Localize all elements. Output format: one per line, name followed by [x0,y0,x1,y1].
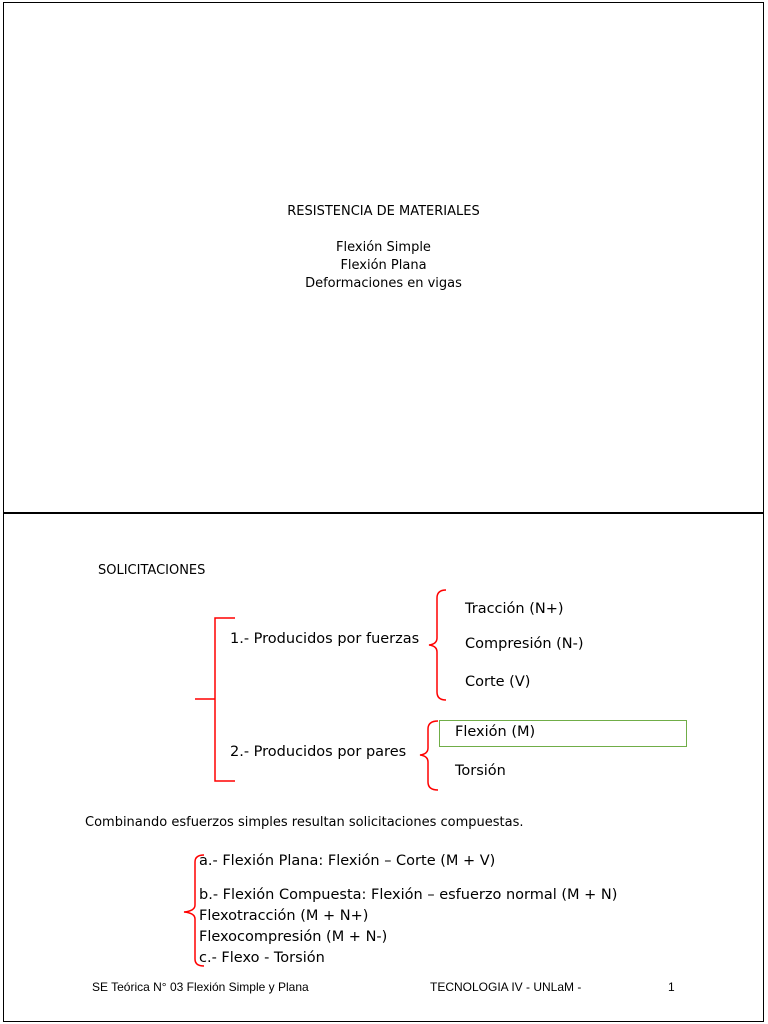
title-slide [3,2,764,513]
footer-left: SE Teórica N° 03 Flexión Simple y Plana [92,980,309,994]
subtitle-line: Flexión Plana [340,258,427,273]
combination-text: Combinando esfuerzos simples resultan solicitaciones compuestas. [85,815,524,830]
page-number: 1 [668,980,675,994]
solicitaciones-slide [3,513,764,1022]
compound-item: c.- Flexo - Torsión [199,950,325,966]
compound-item: a.- Flexión Plana: Flexión – Corte (M + V) [199,853,496,869]
item-flexion: Flexión (M) [455,724,536,740]
footer-center: TECNOLOGIA IV - UNLaM - [430,980,582,994]
forces-bracket [429,590,446,700]
document-title: RESISTENCIA DE MATERIALES [287,204,480,219]
branch-forces-label: 1.- Producidos por fuerzas [230,631,420,647]
subtitle-line: Deformaciones en vigas [305,276,462,291]
compound-item: Flexocompresión (M + N-) [199,929,388,945]
subtitle-line: Flexión Simple [336,240,431,255]
main-bracket [195,618,235,781]
item-traccion: Tracción (N+) [465,601,564,617]
section-heading: SOLICITACIONES [98,563,206,578]
compound-item: Flexotracción (M + N+) [199,908,369,924]
compound-item: b.- Flexión Compuesta: Flexión – esfuerzo normal (M + N) [199,887,618,903]
item-compresion: Compresión (N-) [465,636,584,652]
title-block [4,203,763,293]
branch-pairs-label: 2.- Producidos por pares [230,744,407,760]
item-torsion: Torsión [455,763,506,779]
item-corte: Corte (V) [465,674,531,690]
pairs-bracket [420,721,438,790]
